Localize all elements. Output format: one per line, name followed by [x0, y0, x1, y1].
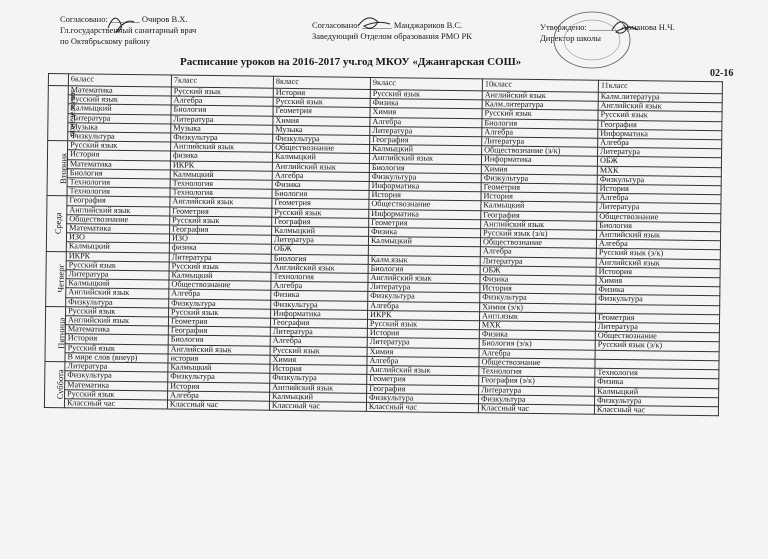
lesson-cell: Физкультура [66, 297, 169, 307]
lesson-cell: Обществознание [273, 143, 370, 153]
approval-left-line3: по Октябрьскому району [60, 36, 150, 46]
lesson-cell: ИКРК [368, 310, 480, 321]
lesson-cell: Калмыцкий [481, 201, 597, 212]
stamp-inner [564, 20, 620, 60]
lesson-cell: Математика [68, 86, 171, 96]
signature-left [108, 18, 134, 32]
lesson-cell: Химия [596, 276, 720, 287]
lesson-cell: Калмыцкий [595, 387, 719, 398]
lesson-cell: Математика [65, 380, 168, 390]
schedule-body [44, 86, 722, 416]
lesson-cell: Обществознание [479, 358, 595, 369]
signature-right [612, 22, 638, 33]
lesson-cell: ИЗО [169, 234, 271, 244]
approval-right-line1: Утверждено: _______ Арманова Н.Ч. [540, 22, 675, 32]
class-header: 6класс [68, 74, 171, 87]
lesson-cell: Физика [480, 275, 596, 286]
lesson-cell: Истоория [596, 267, 720, 278]
lesson-cell: Литература [598, 147, 722, 158]
day-cell [47, 141, 68, 196]
lesson-cell: Геометрия [273, 107, 370, 117]
lesson-cell: Физика [595, 378, 719, 389]
lesson-cell: Биология [368, 264, 480, 275]
lesson-cell: Русский язык [68, 95, 171, 105]
lesson-cell: Обществознание [597, 212, 721, 223]
lesson-cell: Английский язык [171, 142, 273, 152]
lesson-cell: Английский язык [272, 162, 369, 172]
lesson-cell: Информатика [369, 181, 481, 192]
lesson-cell: История [273, 88, 370, 98]
lesson-cell: Физкультура [273, 134, 370, 144]
day-cell [46, 251, 67, 306]
lesson-cell: Геометрия [595, 313, 719, 324]
lesson-cell: ОБЖ [597, 157, 721, 168]
lesson-cell: Английский язык [482, 91, 598, 102]
lesson-cell: Литература [271, 235, 368, 245]
day-label: Четверг [55, 264, 66, 293]
lesson-cell: Калм.язык [368, 255, 480, 266]
lesson-cell: Алгебра [169, 289, 271, 299]
lesson-cell: Русский язык [169, 262, 271, 272]
lesson-cell: Технология [67, 187, 170, 197]
lesson-cell: История [367, 329, 479, 340]
lesson-cell: Физика [479, 330, 595, 341]
lesson-cell: История [168, 381, 270, 391]
lesson-cell: Русский язык [272, 208, 369, 218]
lesson-cell: Русский язык [367, 320, 479, 331]
lesson-cell: Английский язык [67, 205, 170, 215]
lesson-cell: Алгебра [370, 117, 482, 128]
lesson-cell: Биология [171, 105, 273, 115]
day-label: Суббота [54, 369, 66, 400]
lesson-cell: Русский язык [370, 89, 482, 100]
lesson-cell: ОБЖ [480, 266, 596, 277]
signatures [0, 0, 768, 80]
day-cell [46, 196, 67, 251]
lesson-cell: Биология [67, 169, 170, 179]
lesson-cell: Калмыцкий [272, 226, 369, 236]
lesson-cell: ОБЖ [271, 245, 368, 255]
schedule-table-wrap [43, 73, 722, 506]
lesson-cell: Обществознание [67, 215, 170, 225]
lesson-cell: физика [170, 151, 272, 161]
lesson-cell: ИКРК [170, 161, 272, 171]
lesson-cell: Литература [480, 256, 596, 267]
lesson-cell: Геометрия [170, 207, 272, 217]
day-label: Пятница [56, 318, 67, 350]
lesson-cell: Геометрия [481, 183, 597, 194]
approval-left-line2: Гл.государственный санитарный врач [60, 25, 197, 35]
lesson-cell: География [481, 210, 597, 221]
lesson-cell: Русский язык [66, 307, 169, 317]
lesson-cell: Калмыцкий [370, 145, 482, 156]
class-header: 8класс [273, 76, 370, 89]
lesson-cell: Технология [170, 179, 272, 189]
lesson-cell: Литература [66, 270, 169, 280]
lesson-cell: Литература [270, 328, 367, 338]
lesson-cell: Классный час [167, 400, 269, 410]
lesson-cell: история [168, 354, 270, 364]
lesson-cell: Алгебра [479, 348, 595, 359]
lesson-cell: Классный час [64, 399, 167, 409]
lesson-cell: Математика [65, 325, 168, 335]
lesson-cell: История [270, 364, 367, 374]
lesson-cell: Физкультура [171, 133, 273, 143]
lesson-cell: Алгебра [596, 239, 720, 250]
lesson-cell: Литература [171, 115, 273, 125]
lesson-cell: Английский язык [596, 258, 720, 269]
lesson-cell: Математика [67, 224, 170, 234]
lesson-cell: Химия (э/к) [480, 302, 596, 313]
lesson-cell: Физкультура [367, 393, 479, 404]
lesson-cell: Физика [369, 227, 481, 238]
lesson-cell: Математика [67, 159, 170, 169]
lesson-cell: Русский язык (э/к) [481, 229, 597, 240]
lesson-cell: Русский язык [598, 111, 722, 122]
lesson-cell: Русский язык [66, 261, 169, 271]
stamp [554, 12, 630, 68]
lesson-cell: Калмыцкий [270, 392, 367, 402]
lesson-cell: Геометрия [369, 218, 481, 229]
lesson-cell: Информатика [271, 309, 368, 319]
lesson-cell: Обществознание [169, 280, 271, 290]
lesson-cell: Физкультура [481, 174, 597, 185]
lesson-cell: Музыка [68, 123, 171, 133]
lesson-cell: МХК [597, 166, 721, 177]
schedule-title: Расписание уроков на 2016-2017 уч.год МКОУ «Джангарская СОШ» [180, 56, 522, 68]
lesson-cell: Физкультура [270, 374, 367, 384]
lesson-cell: История [369, 191, 481, 202]
lesson-cell: Физика [272, 180, 369, 190]
lesson-cell: Калмыцкий [66, 279, 169, 289]
approval-center-line2: Заведующий Отделом образования РМО РК [312, 31, 472, 41]
lesson-cell: География [168, 326, 270, 336]
lesson-cell: Русский язык [68, 141, 171, 151]
lesson-cell: Биология [271, 254, 368, 264]
lesson-cell: Английский язык [597, 230, 721, 241]
lesson-cell: физика [169, 243, 271, 253]
lesson-cell: Физкультура [594, 396, 718, 407]
lesson-cell: География [370, 135, 482, 146]
lesson-cell: ИЗО [66, 233, 169, 243]
lesson-cell: История [67, 150, 170, 160]
lesson-cell: Алгебра [480, 247, 596, 258]
lesson-cell: Химия [270, 355, 367, 365]
lesson-cell: Литература [595, 322, 719, 333]
lesson-cell: Калмыцкий [168, 363, 270, 373]
lesson-cell: Английский язык [170, 197, 272, 207]
lesson-cell: Технология [67, 178, 170, 188]
lesson-cell: Литература [367, 338, 479, 349]
lesson-cell: Калм.литература [598, 92, 722, 103]
lesson-cell: Русский язык [170, 216, 272, 226]
lesson-cell: Английский язык [481, 220, 597, 231]
lesson-cell: Классный час [269, 401, 366, 411]
schedule-code: 02-16 [710, 68, 734, 79]
lesson-cell: Технология [479, 367, 595, 378]
lesson-cell: Алгебра [270, 337, 367, 347]
schedule-table [44, 73, 723, 416]
lesson-cell: Калмыцкий [68, 104, 171, 114]
day-cell [45, 306, 66, 361]
lesson-cell: Обществознание [595, 331, 719, 342]
lesson-cell: География [170, 225, 272, 235]
lesson-cell: Биология (э/к) [479, 339, 595, 350]
lesson-cell: Английский язык [65, 316, 168, 326]
lesson-cell: Технология [595, 368, 719, 379]
lesson-cell: География [270, 318, 367, 328]
lesson-cell: Физкультура [271, 300, 368, 310]
lesson-cell: Классный час [478, 404, 594, 415]
lesson-cell: Калмыцкий [170, 170, 272, 180]
lesson-cell: История [481, 192, 597, 203]
lesson-cell: Химия [481, 164, 597, 175]
lesson-cell: Литература [65, 362, 168, 372]
lesson-cell: Обществознание [480, 238, 596, 249]
lesson-cell: Физкультура [478, 394, 594, 405]
lesson-cell: Калмыцкий [368, 237, 480, 248]
lesson-cell: Алгебра [482, 128, 598, 139]
lesson-cell: Физика [271, 291, 368, 301]
lesson-cell: Литература [370, 126, 482, 137]
lesson-cell: Английский язык [168, 345, 270, 355]
lesson-cell: Английский язык [271, 263, 368, 273]
lesson-cell: Геометрия [272, 199, 369, 209]
lesson-cell: Русский язык [169, 308, 271, 318]
lesson-cell: Русский язык [171, 87, 273, 97]
lesson-cell: Русский язык (э/к) [595, 341, 719, 352]
lesson-cell: Алгебра [598, 138, 722, 149]
lesson-cell: Русский язык (э/к) [596, 249, 720, 260]
lesson-cell: Физика [596, 285, 720, 296]
lesson-cell: Химия [273, 116, 370, 126]
lesson-cell: Русский язык [482, 109, 598, 120]
lesson-cell: Русский язык [65, 389, 168, 399]
lesson-cell: Физкультура [169, 299, 271, 309]
lesson-cell: Литература [479, 385, 595, 396]
lesson-cell: Алгебра [597, 193, 721, 204]
lesson-cell: Литература [169, 253, 271, 263]
lesson-cell: Геометрия [168, 317, 270, 327]
day-cell [48, 86, 77, 141]
lesson-cell: Информатика [598, 129, 722, 140]
day-label: Среда [52, 212, 64, 235]
lesson-cell: Химия [367, 347, 479, 358]
day-cell [44, 362, 65, 408]
lesson-cell: Биология [369, 163, 481, 174]
lesson-cell: География [272, 217, 369, 227]
lesson-cell: Физкультура [65, 371, 168, 381]
lesson-cell: Биология [482, 118, 598, 129]
lesson-cell: Биология [272, 189, 369, 199]
lesson-cell: Английский язык [66, 288, 169, 298]
lesson-cell: Англ.язык [480, 312, 596, 323]
lesson-cell: В мире слов (внеур) [65, 353, 168, 363]
lesson-cell: Английский язык [367, 366, 479, 377]
lesson-cell: География (э/к) [479, 376, 595, 387]
lesson-cell: Английский язык [369, 154, 481, 165]
lesson-cell: Классный час [366, 402, 478, 413]
day-label: понедельник [66, 89, 77, 137]
lesson-cell: Алгебра [271, 282, 368, 292]
lesson-cell: География [67, 196, 170, 206]
lesson-cell: Алгебра [368, 301, 480, 312]
lesson-cell: Калм.литература [482, 100, 598, 111]
lesson-cell: Алгебра [367, 356, 479, 367]
lesson-cell: Русский язык [273, 97, 370, 107]
lesson-cell: Обществознание [369, 200, 481, 211]
lesson-cell: Классный час [594, 405, 718, 416]
lesson-cell: История [597, 184, 721, 195]
class-header: 10класс [482, 79, 598, 92]
lesson-cell: Калмыцкий [169, 271, 271, 281]
lesson-cell: Физкультура [368, 292, 480, 303]
lesson-cell: Физкультура [369, 172, 481, 183]
lesson-cell: Английский язык [598, 101, 722, 112]
lesson-cell: Литература [68, 113, 171, 123]
lesson-cell: Музыка [273, 125, 370, 135]
lesson-cell: ИКРК [66, 251, 169, 261]
lesson-cell: Химия [370, 108, 482, 119]
corner-cell [48, 74, 68, 86]
lesson-cell: Калмыцкий [66, 242, 169, 252]
lesson-cell: Литература [482, 137, 598, 148]
day-label: Вторник [58, 152, 69, 184]
lesson-cell: Обществознание (э/к) [482, 146, 598, 157]
lesson-cell: География [598, 120, 722, 131]
lesson-cell: География [367, 384, 479, 395]
lesson-cell: История [480, 284, 596, 295]
lesson-cell: Физкультура [168, 372, 270, 382]
approval-right-line2: Директор школы [540, 33, 601, 43]
lesson-cell: Физкультура [596, 295, 720, 306]
lesson-cell: Литература [597, 203, 721, 214]
lesson-cell: Музыка [171, 124, 273, 134]
lesson-cell: Биология [597, 221, 721, 232]
lesson-cell: Физкультура [597, 175, 721, 186]
approval-left-line1: Согласовано: _______ Очиров В.Х. [60, 14, 188, 24]
lesson-cell: Физкультура [68, 132, 171, 142]
lesson-cell: Литература [368, 283, 480, 294]
lesson-cell: Алгебра [168, 391, 270, 401]
lesson-cell: Биология [168, 335, 270, 345]
lesson-cell: Калмыцкий [272, 153, 369, 163]
lesson-cell: Геометрия [367, 375, 479, 386]
lesson-cell: Информатика [481, 155, 597, 166]
signature-center [358, 18, 390, 28]
lesson-cell: Русский язык [270, 346, 367, 356]
class-header: 9класс [370, 77, 482, 90]
class-header: 7класс [171, 75, 273, 88]
approval-center-line1: Согласовано: _______ Манджариков В.С. [312, 20, 463, 30]
lesson-cell: Английский язык [368, 273, 480, 284]
lesson-cell: Информатика [369, 209, 481, 220]
lesson-cell: Русский язык [65, 343, 168, 353]
lesson-cell: Алгебра [171, 96, 273, 106]
lesson-cell: Английский язык [270, 383, 367, 393]
lesson-cell: История [65, 334, 168, 344]
lesson-cell: МХК [479, 321, 595, 332]
class-header: 11класс [598, 80, 722, 94]
lesson-cell: Алгебра [272, 171, 369, 181]
lesson-cell: Физика [370, 99, 482, 110]
lesson-cell: Физкультура [480, 293, 596, 304]
lesson-cell: Технология [170, 188, 272, 198]
lesson-cell: Технология [271, 272, 368, 282]
